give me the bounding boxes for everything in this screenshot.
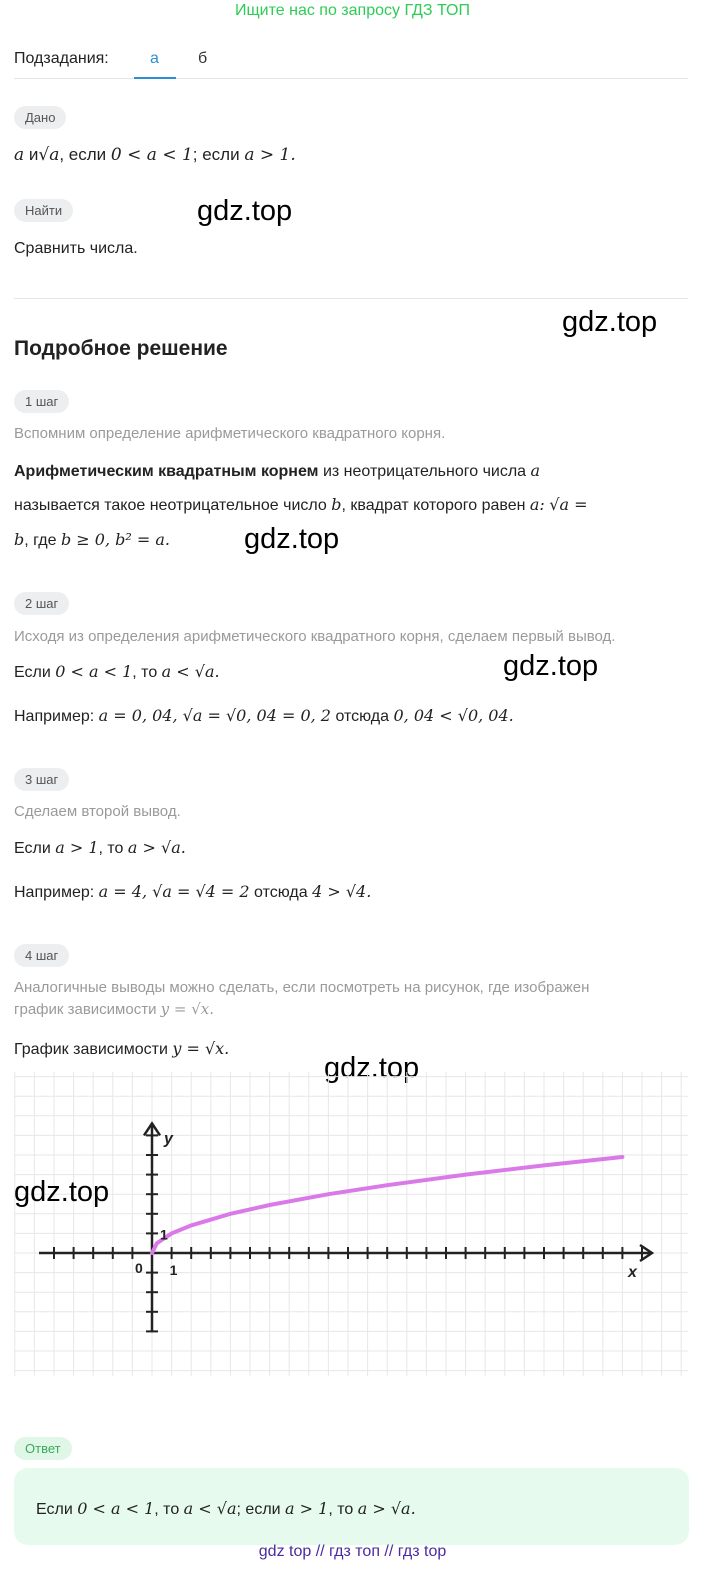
step2-note: Исходя из определения арифметического квадратного корня, сделаем первый вывод. [14, 628, 616, 645]
promo-link[interactable]: Ищите нас по запросу ГДЗ ТОП [235, 2, 470, 19]
watermark: gdz.top [503, 650, 599, 682]
watermark: gdz.top [197, 195, 293, 227]
step4-note1: Аналогичные выводы можно сделать, если посмотреть на рисунок, где изображен [14, 979, 590, 996]
step4-note2: график зависимости y = √x. [14, 1000, 215, 1018]
watermark: gdz.top [562, 306, 658, 338]
y-axis-label: y [164, 1130, 173, 1148]
step4-chip: 4 шаг [14, 944, 69, 967]
watermark: gdz.top [324, 1052, 420, 1084]
y-tick-label-1: 1 [160, 1226, 168, 1243]
step1-note: Вспомним определение арифметического квадратного корня. [14, 425, 446, 442]
watermark: gdz.top [244, 523, 340, 555]
step1-line2: называется такое неотрицательное число b, квадрат которого равен a: √a = [14, 495, 588, 514]
x-tick-label-1: 1 [169, 1262, 178, 1278]
step3-line2: Например: a = 4, √a = √4 = 2 отсюда 4 > √4. [14, 882, 372, 901]
origin-label: 0 [135, 1260, 143, 1276]
find-chip: Найти [14, 199, 73, 222]
given-chip: Дано [14, 106, 66, 129]
tab-a[interactable]: а [150, 50, 159, 67]
step4-line1: График зависимости y = √x. [14, 1039, 230, 1058]
step2-line1: Если 0 < a < 1, то a < √a. [14, 662, 220, 681]
chart-grid [14, 1072, 688, 1376]
step2-line2: Например: a = 0, 04, √a = √0, 04 = 0, 2 отсюда 0, 04 < √0, 04. [14, 706, 514, 725]
answer-text: Если 0 < a < 1, то a < √a; если a > 1, то a > √a. [36, 1499, 416, 1518]
sqrt-graph [14, 1072, 688, 1376]
step1-chip: 1 шаг [14, 390, 69, 413]
section-divider [14, 298, 688, 299]
step3-note: Сделаем второй вывод. [14, 803, 181, 820]
tabs-divider [14, 78, 688, 79]
step3-chip: 3 шаг [14, 768, 69, 791]
answer-chip: Ответ [14, 1437, 72, 1460]
step1-line1: Арифметическим квадратным корнем из неотрицательного числа a [14, 461, 541, 480]
active-tab-indicator [134, 77, 176, 79]
step3-line1: Если a > 1, то a > √a. [14, 838, 186, 857]
tab-b[interactable]: б [198, 50, 208, 67]
step1-line3: b, где b ≥ 0, b² = a. [14, 530, 170, 549]
footer-links[interactable]: gdz top // гдз топ // гдз top [258, 1543, 447, 1560]
find-text: Сравнить числа. [14, 240, 138, 257]
subtasks-label: Подзадания: [14, 50, 109, 67]
given-text: a и√a, если 0 < a < 1; если a > 1. [14, 145, 296, 165]
step2-chip: 2 шаг [14, 592, 69, 615]
x-axis-label: x [628, 1264, 637, 1281]
solution-title: Подробное решение [14, 337, 228, 360]
watermark: gdz.top [14, 1176, 110, 1208]
